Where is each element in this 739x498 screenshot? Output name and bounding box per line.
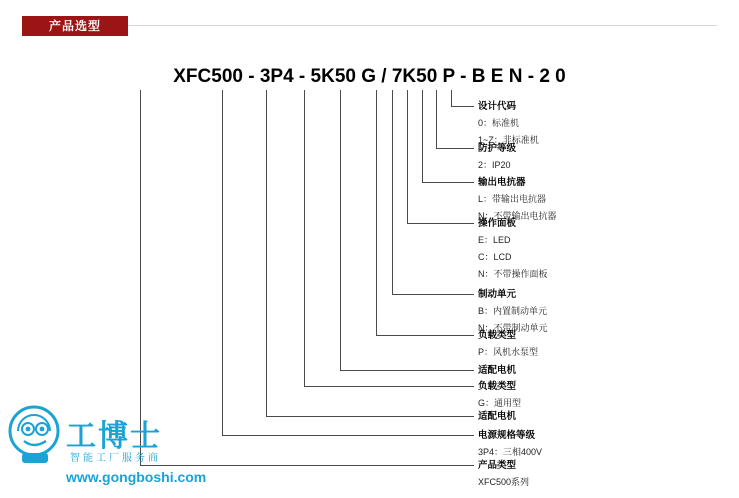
legend-title: 制动单元 <box>478 289 517 300</box>
leader-line-v-3 <box>422 90 423 182</box>
legend-title: 适配电机 <box>478 411 517 422</box>
leader-line-v-10 <box>222 90 223 435</box>
leader-line-h-7 <box>340 370 474 371</box>
leader-line-v-2 <box>436 90 437 148</box>
mascot-logo-icon <box>8 405 64 467</box>
legend-block-operation-panel <box>478 215 548 283</box>
legend-title: 电源规格等级 <box>478 430 536 441</box>
legend-block-power-rating <box>478 427 542 461</box>
leader-line-v-9 <box>266 90 267 416</box>
leader-line-h-2 <box>436 148 474 149</box>
leader-line-v-4 <box>407 90 408 223</box>
leader-line-h-8 <box>304 386 474 387</box>
leader-line-h-4 <box>407 223 474 224</box>
leader-line-h-10 <box>222 435 474 436</box>
legend-block-protection-level <box>478 140 516 174</box>
legend-item: 2：IP20 <box>478 160 511 170</box>
watermark <box>8 405 248 495</box>
legend-title: 防护等级 <box>478 143 517 154</box>
legend-item: G：通用型 <box>478 398 522 408</box>
legend-item: 1~Z：非标准机 <box>478 135 539 145</box>
legend-title: 负载类型 <box>478 330 517 341</box>
leader-line-h-6 <box>376 335 474 336</box>
legend-title: 设计代码 <box>478 101 517 112</box>
leader-line-h-3 <box>422 182 474 183</box>
legend-item: B：内置制动单元 <box>478 306 548 316</box>
watermark-subtitle: 智能工厂服务商 <box>70 453 161 464</box>
legend-item: C：LCD <box>478 252 512 262</box>
legend-block-load-type-g <box>478 378 521 412</box>
leader-line-v-5 <box>392 90 393 294</box>
legend-title: 产品类型 <box>478 460 517 471</box>
watermark-brand: 工博士 <box>66 419 162 454</box>
legend-item: P：风机水泵型 <box>478 347 539 357</box>
legend-title: 操作面板 <box>478 218 517 229</box>
legend-block-matched-motor-g <box>478 408 516 425</box>
legend-item: N：不带操作面板 <box>478 269 548 279</box>
legend-block-load-type-p <box>478 327 538 361</box>
legend-item: 0：标准机 <box>478 118 520 128</box>
model-code: XFC500 - 3P4 - 5K50 G / 7K50 P - B E N - 2 0 <box>173 66 566 87</box>
legend-title: 适配电机 <box>478 365 517 376</box>
legend-title: 负载类型 <box>478 381 517 392</box>
legend-item: N：不带制动单元 <box>478 323 548 333</box>
legend-item: 3P4：三相400V <box>478 447 543 457</box>
legend-item: XFC500系列 <box>478 477 530 487</box>
page-title: 产品选型 <box>48 19 101 33</box>
page-header <box>0 0 739 44</box>
watermark-url: www.gongboshi.com <box>66 469 207 485</box>
legend-item: L：带输出电抗器 <box>478 194 547 204</box>
leader-line-h-1 <box>451 106 474 107</box>
legend-block-product-type <box>478 457 529 491</box>
leader-line-v-6 <box>376 90 377 335</box>
legend-block-matched-motor-p <box>478 362 516 379</box>
legend-item: N：不带输出电抗器 <box>478 211 557 221</box>
leader-line-v-1 <box>451 90 452 106</box>
leader-line-v-7 <box>340 90 341 370</box>
leader-line-h-9 <box>266 416 474 417</box>
legend-title: 输出电抗器 <box>478 177 526 188</box>
header-divider <box>128 25 717 26</box>
leader-line-h-5 <box>392 294 474 295</box>
leader-line-v-8 <box>304 90 305 386</box>
legend-item: E：LED <box>478 235 511 245</box>
